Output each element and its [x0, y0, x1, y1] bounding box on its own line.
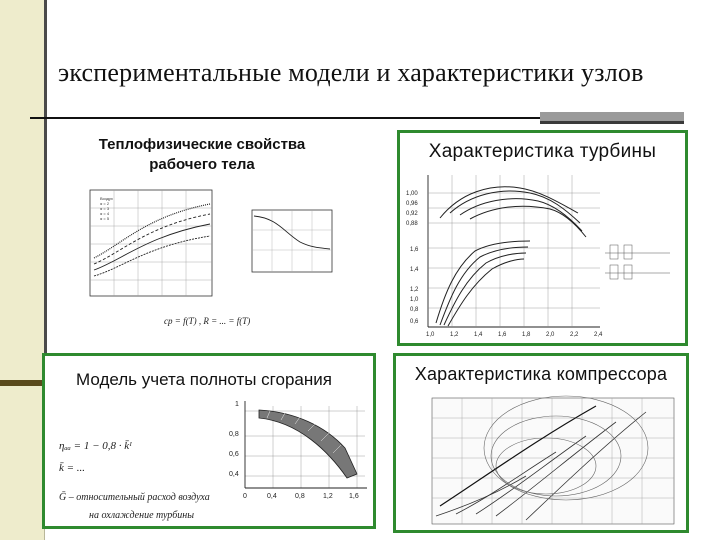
combustion-formula-1: ηₐₐ = 1 − 0,8 · k̄ᴵ: [59, 440, 132, 452]
legend-item-4: α = 4: [100, 211, 110, 216]
thermo-title-line1: Теплофизические свойства: [98, 136, 306, 153]
slide-title: экспериментальные модели и характеристики узлов: [58, 58, 644, 87]
compressor-title: Характеристика компрессора: [414, 364, 668, 384]
compressor-plot-frame: [432, 398, 674, 524]
panel-compressor: [393, 353, 689, 533]
combustion-y-ticks: [229, 401, 239, 478]
turbine-y-ticks-bottom: [410, 247, 419, 325]
turbine-title: Характеристика турбины: [428, 141, 657, 162]
turbine-ytick: 0,96: [406, 201, 418, 207]
turbine-ytick: 0,88: [406, 221, 418, 227]
turbine-ytick: 1,00: [406, 191, 418, 197]
combustion-title: Модель учета полноты сгорания: [76, 370, 332, 389]
compressor-chart: [396, 356, 686, 530]
thermo-curve-2: [94, 224, 210, 270]
panel-combustion: [42, 353, 376, 529]
turbine-y-ticks-top: [406, 191, 418, 227]
combustion-band: [259, 410, 357, 478]
thermo-r-grid: [252, 210, 332, 272]
combustion-formula-2: k̄ = ...: [59, 462, 86, 474]
thermo-chart: [52, 128, 352, 338]
turbine-side-formulas: [605, 245, 670, 279]
turbine-chart: [400, 133, 685, 343]
sidebar-divider: [44, 0, 47, 380]
combustion-note-1: Ḡ – относительный расход воздуха: [59, 492, 210, 503]
thermo-title-line2: рабочего тела: [149, 156, 255, 173]
turbine-xtick: 2,2: [570, 332, 579, 338]
turbine-ytick: 1,6: [410, 247, 419, 253]
legend-item-2: α = 2: [100, 201, 110, 206]
thermo-curve-4: [94, 204, 210, 258]
combustion-ytick: 0,8: [229, 431, 239, 438]
combustion-xtick: 0,8: [295, 493, 305, 500]
turbine-ytick: 0,8: [410, 307, 419, 313]
turbine-xtick: 2,0: [546, 332, 555, 338]
turbine-flow-curves: [436, 241, 530, 326]
thermo-legend: [100, 196, 113, 221]
legend-item-1: Воздух: [100, 196, 113, 201]
combustion-ytick: 1: [235, 401, 239, 408]
panel-thermo: [52, 128, 352, 338]
thermo-formula: cp = f(T) , R = ... = f(T): [164, 316, 251, 326]
combustion-xtick: 0: [243, 493, 247, 500]
turbine-xtick: 1,2: [450, 332, 459, 338]
turbine-xtick: 1,8: [522, 332, 531, 338]
turbine-ytick: 0,6: [410, 319, 419, 325]
legend-item-3: α = 3: [100, 206, 110, 211]
combustion-xtick: 0,4: [267, 493, 277, 500]
combustion-x-ticks: [243, 493, 359, 500]
turbine-x-ticks: [426, 332, 603, 338]
turbine-ytick: 0,92: [406, 211, 418, 217]
combustion-xtick: 1,2: [323, 493, 333, 500]
turbine-xtick: 1,0: [426, 332, 435, 338]
legend-item-5: α = 5: [100, 216, 110, 221]
combustion-note-2: на охлаждение турбины: [89, 510, 195, 521]
slide-sidebar: [0, 0, 45, 540]
combustion-ytick: 0,4: [229, 471, 239, 478]
combustion-xtick: 1,6: [349, 493, 359, 500]
turbine-efficiency-curves: [440, 187, 586, 237]
combustion-ytick: 0,6: [229, 451, 239, 458]
title-rule: [30, 117, 540, 119]
turbine-xtick: 1,6: [498, 332, 507, 338]
turbine-ytick: 1,0: [410, 297, 419, 303]
title-rule-accent-line: [540, 121, 684, 124]
turbine-xtick: 1,4: [474, 332, 483, 338]
panel-turbine: [397, 130, 688, 346]
turbine-xtick: 2,4: [594, 332, 603, 338]
turbine-ytick: 1,2: [410, 287, 419, 293]
turbine-ytick: 1,4: [410, 267, 419, 273]
